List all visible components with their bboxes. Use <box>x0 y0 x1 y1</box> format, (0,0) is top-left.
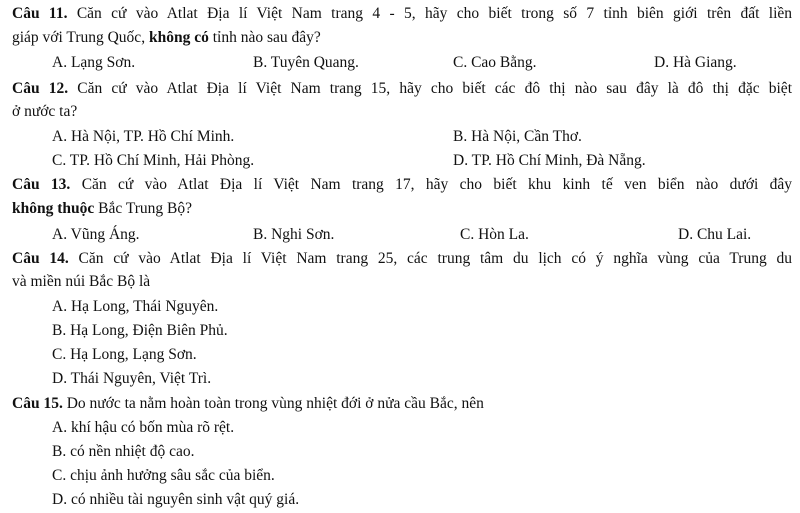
question-11-option-a: A. Lạng Sơn. <box>52 54 136 71</box>
question-11-text-2a: giáp với Trung Quốc, <box>12 29 149 46</box>
question-11-option-d: D. Hà Giang. <box>654 54 737 71</box>
question-13-line-2 <box>12 198 792 220</box>
question-14-label: Câu 14. <box>12 250 69 267</box>
question-15-line-1 <box>12 393 792 415</box>
question-11-text: Căn cứ vào Atlat Địa lí Việt Nam trang 4 - 5, hãy cho biết trong số 7 tỉnh biên giới trên đất liền <box>76 5 793 22</box>
question-15-option-a: A. khí hậu có bốn mùa rõ rệt. <box>52 419 235 436</box>
question-12-option-d: D. TP. Hồ Chí Minh, Đà Nẵng. <box>453 152 646 169</box>
question-13-option-a: A. Vũng Áng. <box>52 226 140 243</box>
question-11-label: Câu 11. <box>12 5 68 22</box>
question-12-option-b: B. Hà Nội, Cần Thơ. <box>453 128 582 145</box>
question-14-option-b: B. Hạ Long, Điện Biên Phủ. <box>52 322 228 339</box>
question-13-emphasis: không thuộc <box>12 200 95 217</box>
question-11-emphasis: không có <box>148 29 209 46</box>
question-11-option-b: B. Tuyên Quang. <box>253 54 359 71</box>
question-15-label: Câu 15. <box>12 395 63 412</box>
question-15-option-b: B. có nền nhiệt độ cao. <box>52 443 195 460</box>
question-12-option-a: A. Hà Nội, TP. Hồ Chí Minh. <box>52 128 235 145</box>
question-12-line-1 <box>12 78 792 100</box>
question-12-label: Câu 12. <box>12 80 69 97</box>
question-11-line-2 <box>12 27 792 49</box>
question-12-option-c: C. TP. Hồ Chí Minh, Hải Phòng. <box>52 152 255 169</box>
question-13-line-1 <box>12 174 792 196</box>
question-12-text: Căn cứ vào Atlat Địa lí Việt Nam trang 15, hãy cho biết các đô thị nào sau đây là đô thị đặc biệt <box>77 80 792 97</box>
question-13-option-c: C. Hòn La. <box>460 226 529 243</box>
question-14-option-c: C. Hạ Long, Lạng Sơn. <box>52 346 197 363</box>
question-14-line-2: và miền núi Bắc Bộ là <box>12 273 151 290</box>
question-11-text-2b: tỉnh nào sau đây? <box>208 29 321 46</box>
question-13-label: Câu 13. <box>12 176 71 193</box>
question-11-line-1 <box>12 3 792 25</box>
question-13-text: Căn cứ vào Atlat Địa lí Việt Nam trang 17, hãy cho biết khu kinh tế ven biển nào dưới đây <box>81 176 793 193</box>
question-13-option-d: D. Chu Lai. <box>678 226 752 243</box>
question-15-option-d: D. có nhiều tài nguyên sinh vật quý giá. <box>52 491 300 508</box>
question-13-text-2b: Bắc Trung Bộ? <box>94 200 193 217</box>
question-13-option-b: B. Nghi Sơn. <box>253 226 335 243</box>
question-12-line-2: ở nước ta? <box>12 103 78 120</box>
question-14-option-d: D. Thái Nguyên, Việt Trì. <box>52 370 212 387</box>
question-15-text: Do nước ta nằm hoàn toàn trong vùng nhiệt đới ở nửa cầu Bắc, nên <box>66 395 484 412</box>
question-14-line-1 <box>12 248 792 270</box>
question-15-option-c: C. chịu ảnh hưởng sâu sắc của biển. <box>52 467 275 484</box>
question-14-text: Căn cứ vào Atlat Địa lí Việt Nam trang 25, các trung tâm du lịch có ý nghĩa vùng của Trung du <box>78 250 792 267</box>
question-11-option-c: C. Cao Bằng. <box>453 54 537 71</box>
question-14-option-a: A. Hạ Long, Thái Nguyên. <box>52 298 219 315</box>
